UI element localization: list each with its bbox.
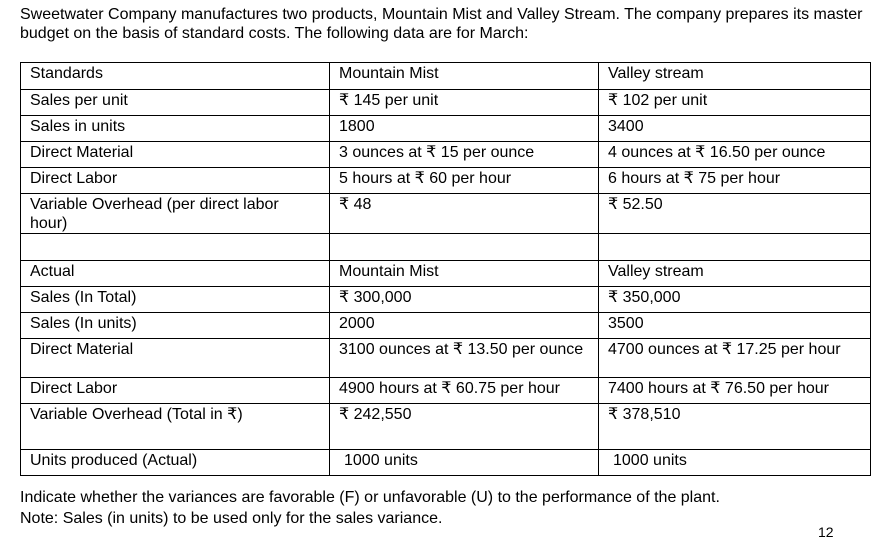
table-cell: 3400 <box>599 116 871 142</box>
page-number: 12 <box>818 524 834 540</box>
table-cell: Sales (In units) <box>21 313 330 339</box>
table-row <box>21 287 871 313</box>
table-row <box>21 339 871 378</box>
table-cell: ₹ 300,000 <box>330 287 599 313</box>
table-cell: 6 hours at ₹ 75 per hour <box>599 168 871 194</box>
spacer-row <box>21 234 871 261</box>
table-cell: 4700 ounces at ₹ 17.25 per hour <box>599 339 871 378</box>
table-cell: ₹ 350,000 <box>599 287 871 313</box>
actual-header-row <box>21 261 871 287</box>
table-cell: 1800 <box>330 116 599 142</box>
table-cell: Standards <box>21 63 330 90</box>
table-cell: 1000 units <box>330 450 599 476</box>
note-line: Note: Sales (in units) to be used only for the sales variance. <box>20 510 443 527</box>
table-cell: 3100 ounces at ₹ 13.50 per ounce <box>330 339 599 378</box>
table-cell: Sales per unit <box>21 90 330 116</box>
table-cell: ₹ 48 <box>330 194 599 234</box>
table-row <box>21 194 871 234</box>
table-cell: Direct Material <box>21 339 330 378</box>
table-cell: Valley stream <box>599 261 871 287</box>
table-row <box>21 90 871 116</box>
table-cell: Sales (In Total) <box>21 287 330 313</box>
table-cell: 2000 <box>330 313 599 339</box>
budget-table <box>20 62 871 476</box>
table-cell: Sales in units <box>21 116 330 142</box>
table-cell: 7400 hours at ₹ 76.50 per hour <box>599 378 871 404</box>
empty-cell <box>21 234 330 261</box>
table-cell: 3500 <box>599 313 871 339</box>
table-cell: Actual <box>21 261 330 287</box>
table-cell: Direct Labor <box>21 378 330 404</box>
instruction-line: Indicate whether the variances are favorable (F) or unfavorable (U) to the performance of the plant. <box>20 489 720 506</box>
table-cell: ₹ 145 per unit <box>330 90 599 116</box>
table-cell: ₹ 242,550 <box>330 404 599 450</box>
table-cell: Direct Labor <box>21 168 330 194</box>
table-row <box>21 450 871 476</box>
table-cell: Mountain Mist <box>330 261 599 287</box>
table-cell: Mountain Mist <box>330 63 599 90</box>
table-row <box>21 313 871 339</box>
table-cell: 5 hours at ₹ 60 per hour <box>330 168 599 194</box>
table-cell: ₹ 52.50 <box>599 194 871 234</box>
table-cell: Variable Overhead (Total in ₹) <box>21 404 330 450</box>
empty-cell <box>330 234 599 261</box>
standards-header-row <box>21 63 871 90</box>
table-cell: ₹ 378,510 <box>599 404 871 450</box>
table-cell: 4900 hours at ₹ 60.75 per hour <box>330 378 599 404</box>
table-cell: 1000 units <box>599 450 871 476</box>
table-row <box>21 404 871 450</box>
instructions <box>20 487 880 529</box>
table-row <box>21 378 871 404</box>
table-row <box>21 168 871 194</box>
table-cell: 3 ounces at ₹ 15 per ounce <box>330 142 599 168</box>
table-row <box>21 142 871 168</box>
table-cell: Variable Overhead (per direct labor hour) <box>21 194 330 234</box>
table-cell: Direct Material <box>21 142 330 168</box>
table-cell: Units produced (Actual) <box>21 450 330 476</box>
intro-paragraph: Sweetwater Company manufactures two products, Mountain Mist and Valley Stream. The company prepares its master budget on the basis of standard costs. The following data are for March: <box>20 6 863 42</box>
table-cell: Valley stream <box>599 63 871 90</box>
table-row <box>21 116 871 142</box>
table-cell: 4 ounces at ₹ 16.50 per ounce <box>599 142 871 168</box>
table-cell: ₹ 102 per unit <box>599 90 871 116</box>
empty-cell <box>599 234 871 261</box>
